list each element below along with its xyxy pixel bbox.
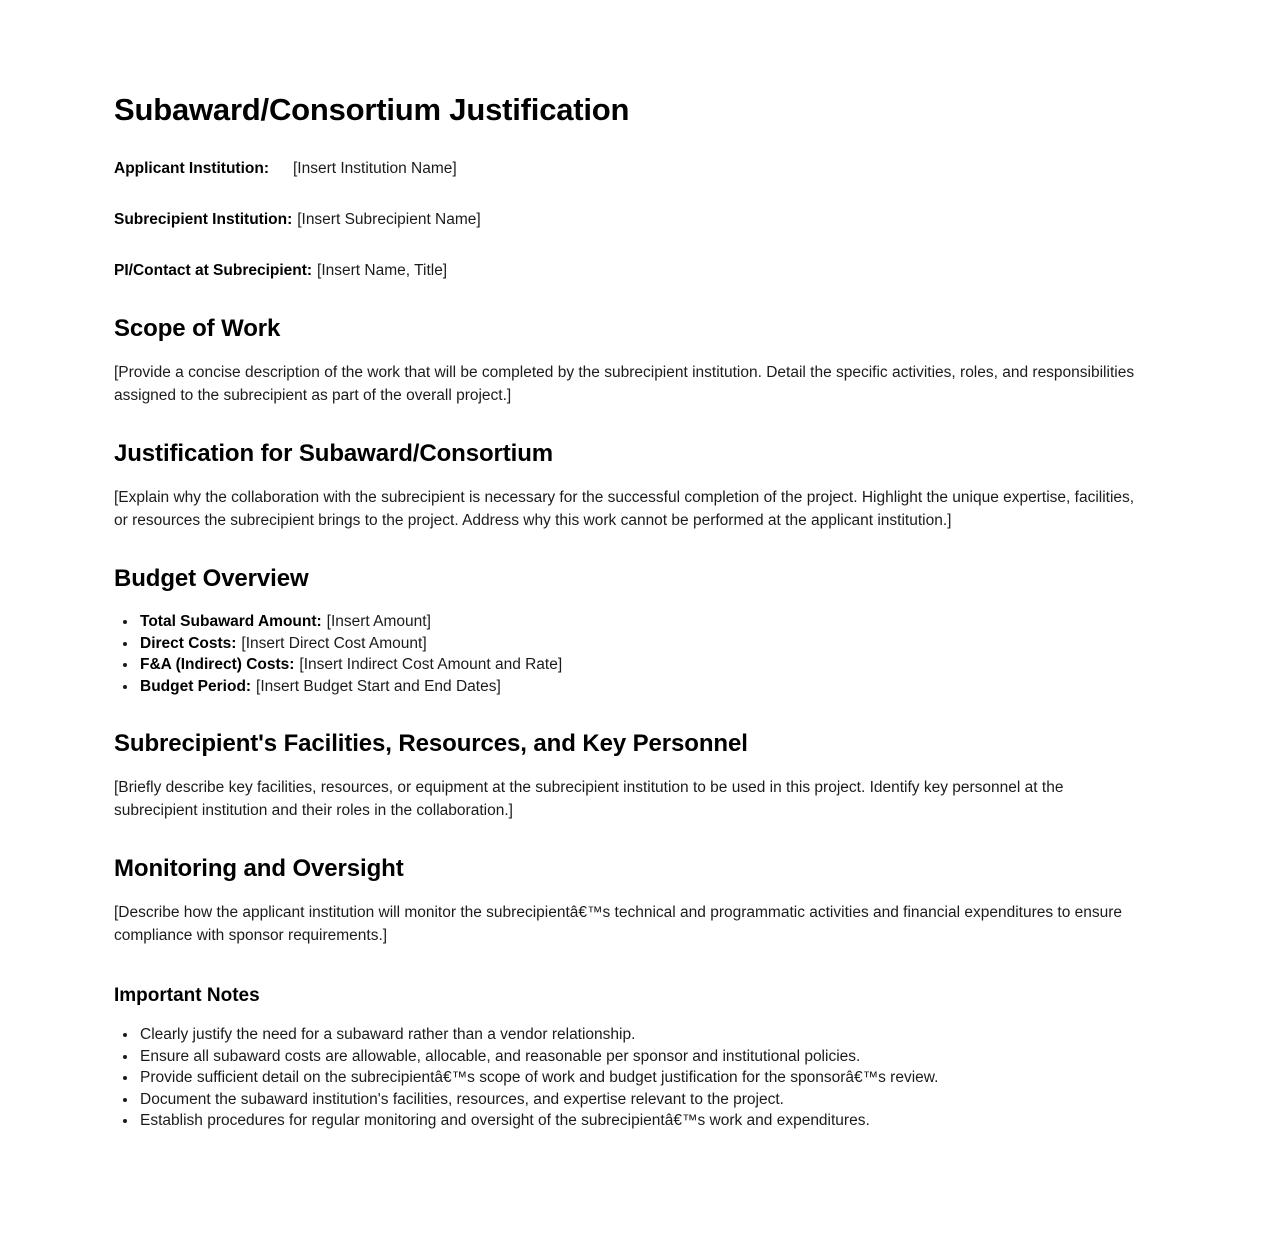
budget-item-budget-period bbox=[138, 676, 1150, 698]
section-budget-overview bbox=[114, 563, 1150, 697]
budget-item-indirect-costs bbox=[138, 654, 1150, 676]
section-body-monitoring: [Describe how the applicant institution will monitor the subrecipientâ€™s technical and programmatic activities and financial expenditures to ensure compliance with sponsor requirements.] bbox=[114, 904, 1123, 944]
budget-item-label: Total Subaward Amount: bbox=[140, 613, 322, 630]
budget-item-label: Direct Costs: bbox=[140, 634, 237, 652]
section-heading-justification: Justification for Subaward/Consortium bbox=[114, 440, 553, 467]
field-pi-contact bbox=[114, 259, 1150, 282]
section-body-scope-of-work: [Provide a concise description of the work that will be completed by the subrecipient institution. Detail the specific activities, roles, and responsibilities assigned to the subrecipient as part of the overall project.] bbox=[114, 364, 1135, 404]
field-subrecipient-institution bbox=[114, 208, 1150, 231]
budget-item-label: F&A (Indirect) Costs: bbox=[140, 656, 295, 673]
budget-item-label: Budget Period: bbox=[140, 677, 252, 695]
section-body-facilities: [Briefly describe key facilities, resources, or equipment at the subrecipient institution to be used in this project. Identify key personnel at the subrecipient institution and their roles in the collaboration.] bbox=[114, 779, 1064, 819]
budget-item-value: [Insert Indirect Cost Amount and Rate] bbox=[299, 656, 563, 673]
note-item: • Provide sufficient detail on the subrecipientâ€™s scope of work and budget justification for the sponsorâ€™s review. bbox=[138, 1067, 1150, 1089]
budget-item-total-subaward bbox=[138, 611, 1150, 633]
field-label: Applicant Institution: bbox=[114, 160, 269, 177]
budget-item-value: [Insert Direct Cost Amount] bbox=[241, 634, 427, 652]
section-facilities-resources-personnel bbox=[114, 728, 1150, 822]
section-justification bbox=[114, 438, 1150, 532]
budget-item-direct-costs bbox=[138, 633, 1150, 655]
field-label: Subrecipient Institution: bbox=[114, 211, 293, 228]
field-value: [Insert Subrecipient Name] bbox=[297, 211, 481, 228]
section-heading-budget-overview: Budget Overview bbox=[114, 565, 309, 592]
field-applicant-institution bbox=[114, 157, 1150, 180]
budget-item-value: [Insert Amount] bbox=[326, 613, 431, 630]
note-item: • Establish procedures for regular monitoring and oversight of the subrecipientâ€™s work and expenditures. bbox=[138, 1110, 1150, 1132]
note-item: • Clearly justify the need for a subaward rather than a vendor relationship. bbox=[138, 1024, 1150, 1046]
field-value: [Insert Name, Title] bbox=[317, 262, 448, 279]
field-value: [Insert Institution Name] bbox=[292, 160, 457, 177]
notes-list bbox=[114, 1024, 1150, 1132]
notes-heading: Important Notes bbox=[114, 985, 260, 1006]
section-scope-of-work bbox=[114, 313, 1150, 407]
section-heading-scope-of-work: Scope of Work bbox=[114, 315, 281, 342]
page-title: Subaward/Consortium Justification bbox=[114, 92, 630, 127]
section-important-notes bbox=[114, 983, 1150, 1132]
section-heading-facilities: Subrecipient's Facilities, Resources, and Key Personnel bbox=[114, 730, 748, 757]
note-item: • Document the subaward institution's facilities, resources, and expertise relevant to the project. bbox=[138, 1089, 1150, 1111]
budget-item-value: [Insert Budget Start and End Dates] bbox=[256, 677, 501, 695]
note-item: • Ensure all subaward costs are allowable, allocable, and reasonable per sponsor and institutional policies. bbox=[138, 1046, 1150, 1068]
section-body-justification: [Explain why the collaboration with the subrecipient is necessary for the successful completion of the project. Highlight the unique expertise, facilities, or resources the subrecipient brings to the project. Address why this work cannot be performed at the applicant institution.] bbox=[114, 489, 1135, 529]
field-label: PI/Contact at Subrecipient: bbox=[114, 262, 313, 279]
budget-list bbox=[114, 611, 1150, 697]
section-heading-monitoring: Monitoring and Oversight bbox=[114, 855, 404, 882]
section-monitoring-oversight bbox=[114, 853, 1150, 947]
